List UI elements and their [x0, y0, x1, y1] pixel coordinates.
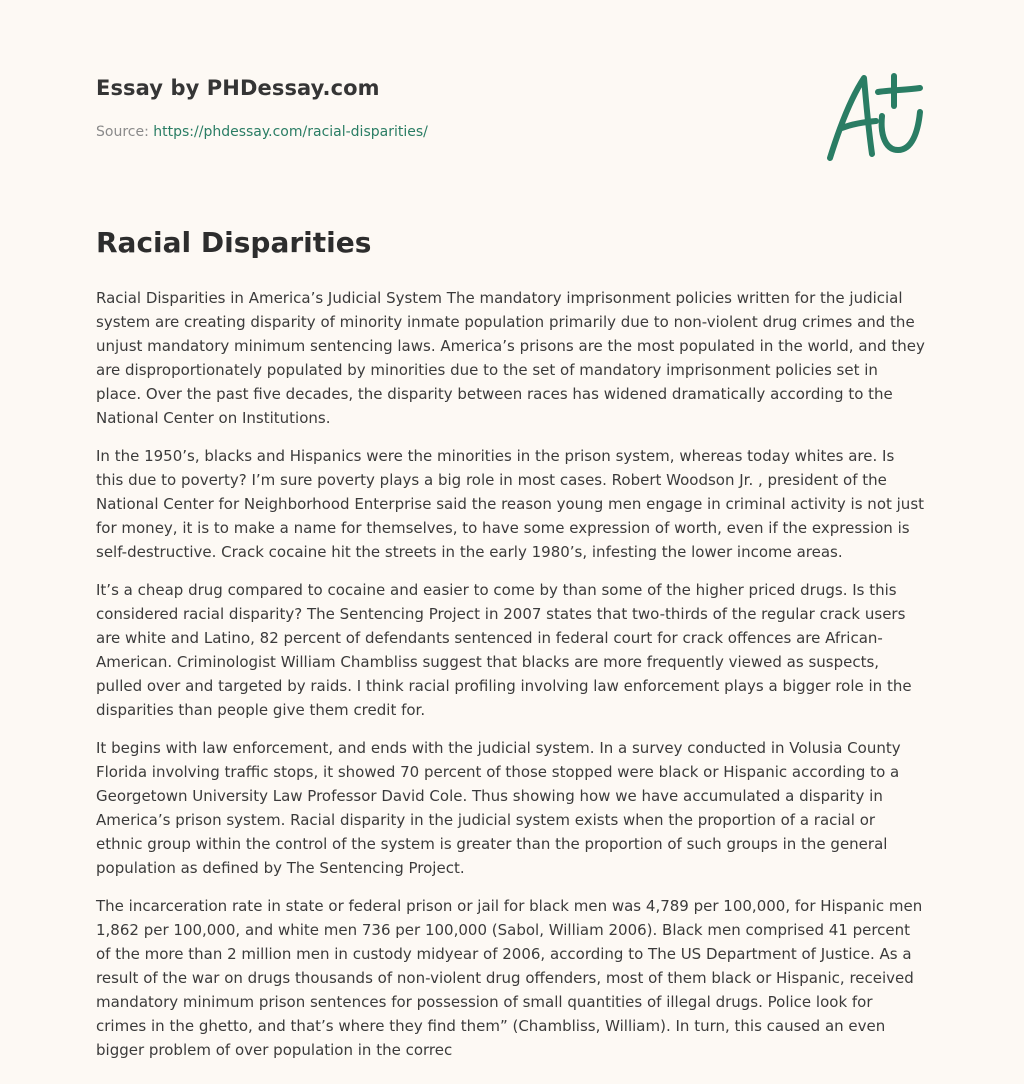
essay-title: Racial Disparities	[96, 226, 372, 259]
source-line	[96, 124, 428, 140]
site-brand: Essay by PHDessay.com	[96, 76, 380, 100]
source-label: Source:	[96, 124, 154, 140]
essay-paragraph: The incarceration rate in state or federal prison or jail for black men was 4,789 per 100,000, for Hispanic men 1,862 per 100,000, and white men 736 per 100,000 (Sabol, William 2006). Black men comprised 41 percent of the more than 2 million men in custody midyear of 2006, according to The US Department of Justice. As a result of the war on drugs thousands of non-violent drug offenders, most of them black or Hispanic, received mandatory minimum prison sentences for possession of small quantities of illegal drugs. Police look for crimes in the ghetto, and that’s where they find them” (Chambliss, William). In turn, this caused an even bigger problem of over population in the correc	[96, 897, 923, 1059]
essay-body	[96, 286, 926, 1076]
source-link[interactable]: https://phdessay.com/racial-disparities/	[153, 124, 428, 140]
essay-paragraph: In the 1950’s, blacks and Hispanics were the minorities in the prison system, whereas today whites are. Is this due to poverty? I’m sure poverty plays a big role in most cases. Robert Woodson Jr. , president of the National Center for Neighborhood Enterprise said the reason young men engage in criminal activity is not just for money, it is to make a name for themselves, to have some expression of worth, even if the expression is self-destructive. Crack cocaine hit the streets in the early 1980’s, infesting the lower income areas.	[96, 447, 925, 561]
essay-paragraph: Racial Disparities in America’s Judicial System The mandatory imprisonment policies written for the judicial system are creating disparity of minority inmate population primarily due to non-violent drug crimes and the unjust mandatory minimum sentencing laws. America’s prisons are the most populated in the world, and they are disproportionately populated by minorities due to the set of mandatory imprisonment policies set in place. Over the past five decades, the disparity between races has widened dramatically according to the National Center on Institutions.	[96, 289, 925, 427]
a-plus-logo-icon	[820, 66, 930, 166]
essay-paragraph: It begins with law enforcement, and ends with the judicial system. In a survey conducted in Volusia County Florida involving traffic stops, it showed 70 percent of those stopped were black or Hispanic according to a Georgetown University Law Professor David Cole. Thus showing how we have accumulated a disparity in America’s prison system. Racial disparity in the judicial system exists when the proportion of a racial or ethnic group within the control of the system is greater than the proportion of such groups in the general population as defined by The Sentencing Project.	[96, 739, 901, 877]
essay-paragraph: It’s a cheap drug compared to cocaine and easier to come by than some of the higher priced drugs. Is this considered racial disparity? The Sentencing Project in 2007 states that two-thirds of the regular crack users are white and Latino, 82 percent of defendants sentenced in federal court for crack offences are African-American. Criminologist William Chambliss suggest that blacks are more frequently viewed as suspects, pulled over and targeted by raids. I think racial profiling involving law enforcement plays a bigger role in the disparities than people give them credit for.	[96, 581, 912, 719]
